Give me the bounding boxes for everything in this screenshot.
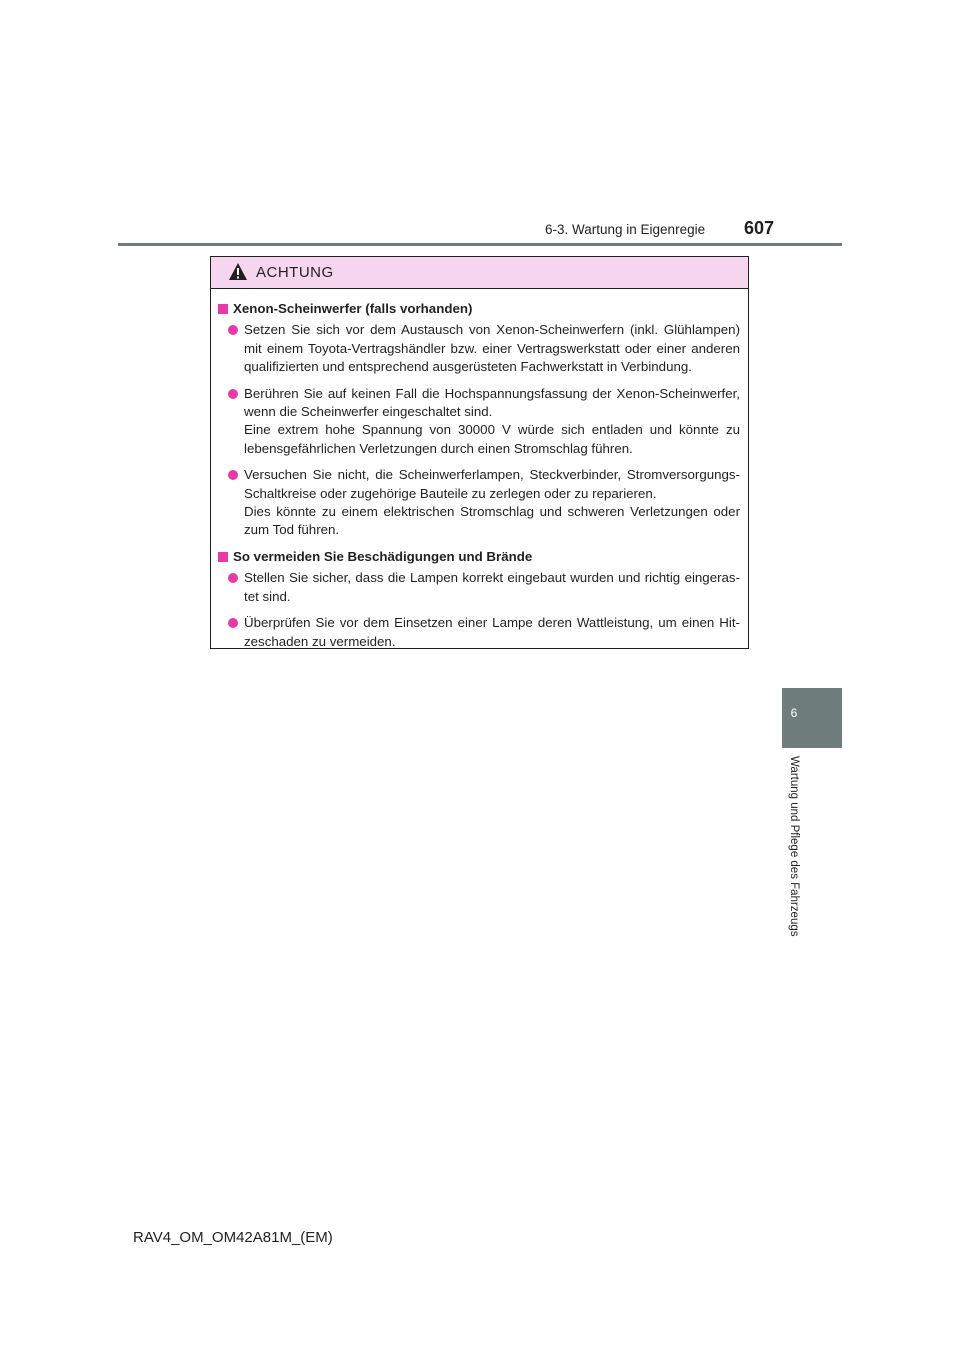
list-item-line: Versuchen Sie nicht, die Scheinwerferlampen, Steckverbinder, Stromversorgungs-Schaltkreise oder zugehörige Bauteile zu zerlegen oder zu reparieren. xyxy=(244,467,740,501)
chapter-side-title-container xyxy=(782,756,806,966)
square-bullet-icon xyxy=(218,552,228,562)
list-item-text xyxy=(244,614,740,651)
warning-title: ACHTUNG xyxy=(256,264,334,281)
list-item-text xyxy=(244,385,740,459)
list-item-text xyxy=(244,569,740,606)
section-title: 6-3. Wartung in Eigenregie xyxy=(545,222,706,237)
list-item-text xyxy=(244,466,740,540)
section-heading-text: So vermeiden Sie Beschädigungen und Brände xyxy=(233,548,533,564)
list-item xyxy=(218,321,740,376)
bullet-dot-icon xyxy=(228,389,238,399)
chapter-side-title: Wartung und Pflege des Fahrzeugs xyxy=(788,756,800,937)
section-heading-text: Xenon-Scheinwerfer (falls vorhanden) xyxy=(233,301,473,316)
bullet-dot-icon xyxy=(228,573,238,583)
page-number: 607 xyxy=(744,218,775,238)
list-item-line: Überprüfen Sie vor dem Einsetzen einer Lampe deren Wattleistung, um einen Hit-zeschaden zu vermeiden. xyxy=(244,615,740,649)
chapter-tab xyxy=(782,688,842,748)
warning-body xyxy=(211,289,748,651)
list-item-line: Stellen Sie sicher, dass die Lampen korrekt eingebaut wurden und richtig eingeras-tet sind. xyxy=(244,570,740,604)
header-divider xyxy=(118,243,842,246)
list-item-line: Dies könnte zu einem elektrischen Stromschlag und schweren Verletzungen oder zum Tod führen. xyxy=(244,504,740,538)
section-heading-damage xyxy=(218,548,740,566)
section-heading-xenon xyxy=(218,300,740,318)
bullet-dot-icon xyxy=(228,470,238,480)
warning-triangle-icon xyxy=(228,262,248,281)
list-item-text xyxy=(244,321,740,376)
list-item xyxy=(218,385,740,459)
list-item-line: Berühren Sie auf keinen Fall die Hochspannungsfassung der Xenon-Scheinwerfer, wenn die Scheinwerfer eingeschaltet sind. xyxy=(244,385,740,420)
list-item-line: Setzen Sie sich vor dem Austausch von Xenon-Scheinwerfern (inkl. Glühlampen) mit einem Toyota-Vertragshändler bzw. einer Vertragswerkstatt oder einer anderen qualifizierten und entsprechend ausgerüsteten Fachwerkstatt in Verbindung. xyxy=(244,322,740,375)
document-code: RAV4_OM_OM42A81M_(EM) xyxy=(133,1229,333,1246)
warning-box xyxy=(210,256,749,649)
chapter-number: 6 xyxy=(790,706,798,720)
list-item xyxy=(218,569,740,606)
list-item xyxy=(218,466,740,540)
square-bullet-icon xyxy=(218,304,228,314)
bullet-dot-icon xyxy=(228,618,238,628)
bullet-dot-icon xyxy=(228,325,238,335)
list-item-line: Eine extrem hohe Spannung von 30000 V würde sich entladen und könnte zu lebensgefährlichen Verletzungen durch einen Stromschlag führen. xyxy=(244,422,740,456)
warning-header xyxy=(211,257,748,289)
list-item xyxy=(218,614,740,651)
